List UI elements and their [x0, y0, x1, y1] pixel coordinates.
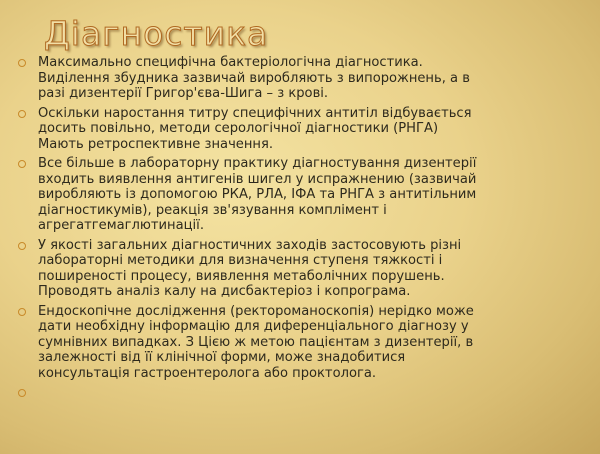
bullet-item-empty: [18, 385, 588, 397]
bullet-circle-icon: [18, 160, 26, 168]
bullet-text: Максимально специфічна бактеріологічна діагностика. Виділення збудника зазвичай виробляють з випорожнень, а в разі дизентерії Григор'єва-Шига – з крові.: [38, 55, 470, 101]
bullet-text: Ендоскопічне дослідження (ректороманоскопія) нерідко може дати необхідну інформацію для диференціального діагнозу у сумнівних випадках. З Цією ж метою пацієнтам з дизентерії, в залежності від її клінічної форми, може знадобитися консультація гастроентеролога або проктолога.: [38, 303, 474, 381]
bullet-circle-icon: [18, 242, 26, 250]
slide-title: Діагностика: [44, 14, 269, 53]
bullet-circle-icon: [18, 110, 26, 118]
bullet-list: [18, 55, 588, 401]
bullet-circle-icon: [18, 389, 26, 397]
bullet-text: Все більше в лабораторну практику діагностування дизентерії входить виявлення антигенів шигел у испражнению (зазвичай виробляють із допомогою РКА, РЛА, ІФА та РНГА з антитільним діагностикумів), реакція зв'язування комплімент і агрегатгемаглютинації.: [38, 156, 477, 233]
bullet-item: [18, 55, 588, 102]
bullet-item: [18, 304, 588, 382]
bullet-item: [18, 156, 588, 234]
bullet-item: [18, 238, 588, 300]
bullet-text: У якості загальних діагностичних заходів застосовують різні лабораторні методики для визначення ступеня тяжкості і поширеності процесу, виявлення метаболічних порушень. Проводять аналіз калу на дисбактеріоз і копрограма.: [38, 237, 462, 299]
bullet-circle-icon: [18, 308, 26, 316]
bullet-item: [18, 106, 588, 153]
bullet-text: Оскільки наростання титру специфічних антитіл відбувається досить повільно, методи серологічної діагностики (РНГА) Мають ретроспективне значення.: [38, 105, 472, 152]
bullet-circle-icon: [18, 59, 26, 67]
